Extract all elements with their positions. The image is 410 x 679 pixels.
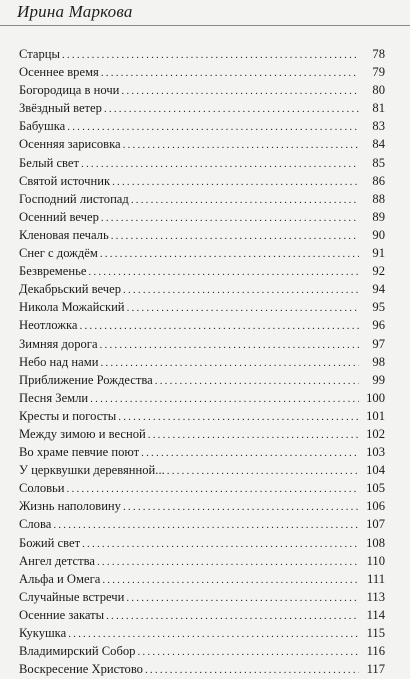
- toc-entry: [19, 534, 385, 552]
- toc-entry: [19, 63, 385, 81]
- toc-entry-title: Владимирский Собор: [19, 644, 136, 659]
- author-name: Ирина Маркова: [17, 2, 133, 21]
- toc-entry-page-number: 103: [366, 445, 385, 460]
- toc-entry-title: Господний листопад: [19, 191, 129, 206]
- toc-entry-title: Соловьи: [19, 481, 65, 496]
- toc-entry-page-number: 115: [366, 626, 385, 640]
- toc-entry-title: Во храме певчие поют: [19, 445, 140, 460]
- toc-entry-page-number: 108: [366, 535, 385, 550]
- toc-entry-title: Альфа и Омега: [19, 571, 101, 586]
- toc-entry-title: Ангел детства: [19, 553, 95, 568]
- toc-entry-title: Бабушка: [19, 119, 66, 134]
- toc-entry-title: Случайные встречи: [19, 589, 125, 604]
- dot-leader: [126, 589, 359, 607]
- toc-entry-title: Богородица в ночи: [19, 83, 120, 98]
- toc-entry-page-number: 97: [372, 336, 385, 351]
- toc-entry: [19, 316, 385, 334]
- dot-leader: [123, 281, 359, 299]
- dot-leader: [112, 173, 359, 191]
- dot-leader: [68, 625, 359, 643]
- toc-entry-title: Осенняя зарисовка: [19, 137, 121, 152]
- toc-entry: [19, 45, 385, 63]
- toc-entry-title: Осенний вечер: [19, 209, 99, 224]
- toc-entry: [19, 81, 385, 99]
- toc-entry-page-number: 89: [372, 209, 385, 224]
- toc-entry-title: Слова: [19, 517, 52, 532]
- toc-entry-title: Между зимою и весной: [19, 426, 146, 441]
- dot-leader: [53, 516, 359, 534]
- toc-entry-page-number: 99: [372, 372, 385, 387]
- dot-leader: [123, 498, 359, 516]
- toc-entry: [19, 443, 385, 461]
- dot-leader: [118, 408, 359, 426]
- toc-entry-page-number: 85: [372, 155, 385, 170]
- toc-entry-page-number: 95: [372, 300, 385, 315]
- toc-entry-page-number: 92: [372, 264, 385, 279]
- toc-entry-page-number: 90: [372, 227, 385, 242]
- toc-entry-title: Песня Земли: [19, 390, 89, 405]
- toc-entry-title: Воскресение Христово: [19, 662, 143, 677]
- toc-entry: [19, 154, 385, 172]
- toc-entry: [19, 497, 385, 515]
- toc-entry: [19, 461, 385, 479]
- dot-leader: [131, 191, 359, 209]
- toc-entry-title: Звёздный ветер: [19, 101, 102, 116]
- toc-entry-title: Жизнь наполовину: [19, 499, 121, 514]
- toc-entry-title: Зимняя дорога: [19, 336, 98, 351]
- dot-leader: [111, 227, 359, 245]
- toc-entry-page-number: 101: [366, 408, 385, 423]
- toc-entry: [19, 208, 385, 226]
- toc-entry-page-number: 111: [367, 571, 385, 586]
- toc-entry-title: Белый свет: [19, 155, 80, 170]
- dot-leader: [100, 354, 359, 372]
- toc-entry: [19, 515, 385, 533]
- toc-entry-title: Неотложка: [19, 318, 78, 333]
- dot-leader: [121, 82, 359, 100]
- dot-leader: [67, 118, 359, 136]
- toc-entry: [19, 280, 385, 298]
- dot-leader: [141, 444, 359, 462]
- toc-entry: [19, 552, 385, 570]
- toc-entry-title: У церквушки деревянной...: [19, 463, 165, 478]
- toc-entry-title: Снег с дождём: [19, 246, 98, 261]
- toc-entry: [19, 172, 385, 190]
- dot-leader: [88, 263, 359, 281]
- toc-entry-page-number: 79: [372, 65, 385, 80]
- dot-leader: [100, 245, 359, 263]
- toc-entry-page-number: 81: [372, 101, 385, 116]
- toc-entry-page-number: 110: [366, 553, 385, 568]
- toc-entry-title: Приближение Рождества: [19, 372, 153, 387]
- dot-leader: [167, 462, 359, 480]
- toc-entry-page-number: 102: [366, 426, 385, 441]
- toc-entry: [19, 624, 385, 642]
- dot-leader: [102, 571, 359, 589]
- toc-entry-page-number: 100: [366, 390, 385, 405]
- toc-entry: [19, 606, 385, 624]
- toc-entry: [19, 226, 385, 244]
- toc-entry-page-number: 116: [366, 644, 385, 659]
- dot-leader: [101, 209, 359, 227]
- toc-entry: [19, 135, 385, 153]
- toc-entry-page-number: 96: [372, 318, 385, 333]
- toc-entry-page-number: 98: [372, 354, 385, 369]
- dot-leader: [104, 100, 359, 118]
- toc-entry: [19, 588, 385, 606]
- dot-leader: [123, 136, 359, 154]
- dot-leader: [148, 426, 359, 444]
- toc-entry-page-number: 113: [366, 589, 385, 604]
- dot-leader: [101, 64, 359, 82]
- toc-entry-page-number: 117: [366, 662, 385, 677]
- dot-leader: [80, 317, 360, 335]
- toc-entry: [19, 99, 385, 117]
- toc-entry-page-number: 105: [366, 481, 385, 496]
- toc-entry: [19, 298, 385, 316]
- header-divider: [0, 25, 410, 26]
- toc-entry-title: Декабрьский вечер: [19, 282, 122, 297]
- dot-leader: [81, 155, 359, 173]
- dot-leader: [67, 480, 359, 498]
- toc-entry-page-number: 106: [366, 499, 385, 514]
- dot-leader: [145, 661, 359, 679]
- dot-leader: [106, 607, 359, 625]
- toc-entry: [19, 353, 385, 371]
- toc-entry-page-number: 114: [366, 607, 385, 622]
- toc-entry-title: Божий свет: [19, 535, 81, 550]
- toc-entry-title: Кресты и погосты: [19, 408, 117, 423]
- toc-entry: [19, 262, 385, 280]
- toc-entry-title: Кленовая печаль: [19, 227, 109, 242]
- toc-entry-title: Небо над нами: [19, 354, 99, 369]
- toc-entry-page-number: 91: [372, 246, 385, 261]
- toc-entry-title: Старцы: [19, 47, 60, 61]
- toc-entry: [19, 425, 385, 443]
- toc-entry: [19, 371, 385, 389]
- toc-entry-title: Осенние закаты: [19, 607, 105, 622]
- dot-leader: [155, 372, 359, 390]
- toc-entry-page-number: 88: [372, 191, 385, 206]
- toc-entry-page-number: 84: [372, 137, 385, 152]
- toc-entry-page-number: 80: [372, 83, 385, 98]
- toc-entry-page-number: 78: [372, 47, 385, 61]
- toc-entry: [19, 407, 385, 425]
- running-header: [0, 0, 410, 28]
- dot-leader: [90, 390, 359, 408]
- toc-entry: [19, 190, 385, 208]
- dot-leader: [137, 643, 359, 661]
- dot-leader: [62, 46, 359, 64]
- toc-entry: [19, 660, 385, 678]
- toc-entry: [19, 244, 385, 262]
- toc-entry-title: Святой источник: [19, 173, 111, 188]
- toc-entry-page-number: 94: [372, 282, 385, 297]
- dot-leader: [82, 535, 359, 553]
- toc-entry-page-number: 86: [372, 173, 385, 188]
- dot-leader: [100, 336, 359, 354]
- toc-entry-page-number: 104: [366, 463, 385, 478]
- toc-entry: [19, 117, 385, 135]
- toc-entry-title: Осеннее время: [19, 65, 99, 80]
- toc-entry: [19, 570, 385, 588]
- dot-leader: [97, 553, 359, 571]
- toc-entry: [19, 479, 385, 497]
- toc-entry: [19, 389, 385, 407]
- dot-leader: [127, 299, 359, 317]
- toc-entry-page-number: 107: [366, 517, 385, 532]
- table-of-contents: [19, 45, 385, 678]
- toc-entry-title: Кукушка: [19, 626, 67, 640]
- toc-entry-page-number: 83: [372, 119, 385, 134]
- toc-entry-title: Безвременье: [19, 264, 87, 279]
- toc-entry: [19, 642, 385, 660]
- toc-entry: [19, 335, 385, 353]
- toc-entry-title: Никола Можайский: [19, 300, 125, 315]
